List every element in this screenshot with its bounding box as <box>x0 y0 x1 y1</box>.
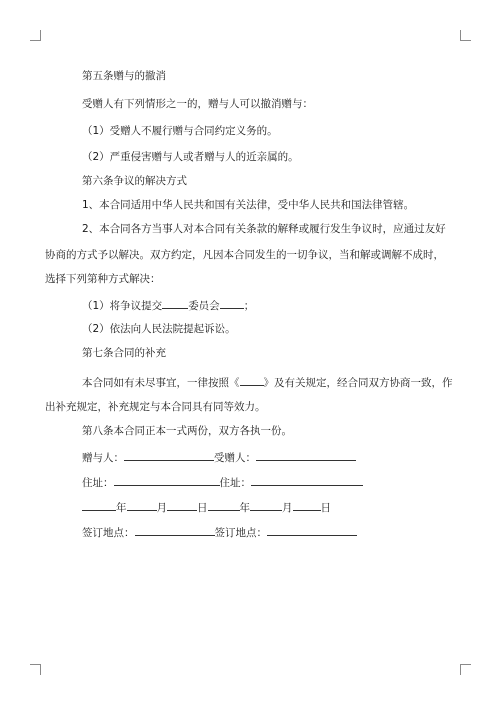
article-6-clause-2-line-1: 2、本合同各方当事人对本合同有关条款的解释或履行发生争议时，应通过友好 <box>82 223 446 235</box>
year-label-1: 年 <box>116 502 127 514</box>
crop-mark-bottom-left <box>30 664 41 675</box>
article-6-option-1 <box>82 297 254 313</box>
crop-mark-top-right <box>460 30 471 41</box>
article-6-clause-1: 1、本合同适用中华人民共和国有关法律，受中华人民共和国法律管辖。 <box>82 199 415 211</box>
donee-month-blank[interactable] <box>250 499 282 511</box>
article-6-heading: 第六条争议的解决方式 <box>82 175 187 187</box>
day-label-1: 日 <box>197 502 208 514</box>
signature-row-place <box>82 524 357 540</box>
donor-blank[interactable] <box>124 449 214 461</box>
article-7-text-b: 》及有关规定，经合同双方协商一致，作 <box>263 377 453 389</box>
donee-blank[interactable] <box>256 449 356 461</box>
article-7-line-1 <box>82 374 453 390</box>
donor-day-blank[interactable] <box>167 499 197 511</box>
signature-row-date <box>82 499 331 515</box>
option-1-text-a: （1）将争议提交 <box>82 300 163 312</box>
month-label-1: 月 <box>156 502 167 514</box>
article-6-option-2: （2）依法向人民法院提起诉讼。 <box>82 323 236 335</box>
donor-address-label: 住址： <box>82 477 114 489</box>
donor-label: 赠与人： <box>82 452 124 464</box>
article-6-clause-2-line-2: 协商的方式予以解决。双方约定，凡因本合同发生的一切争议，当和解或调解不成时， <box>45 249 444 261</box>
donee-year-blank[interactable] <box>208 499 240 511</box>
donor-place-blank[interactable] <box>135 524 215 536</box>
signature-row-parties <box>82 449 356 465</box>
donee-label: 受赠人： <box>214 452 256 464</box>
donor-month-blank[interactable] <box>127 499 157 511</box>
donee-address-blank[interactable] <box>251 474 363 486</box>
donor-year-blank[interactable] <box>82 499 116 511</box>
crop-mark-top-left <box>30 30 41 41</box>
donee-day-blank[interactable] <box>293 499 321 511</box>
crop-mark-bottom-right <box>460 664 471 675</box>
donor-place-label: 签订地点： <box>82 527 135 539</box>
article-5-item-2: （2）严重侵害赠与人或者赠与人的近亲属的。 <box>82 151 299 163</box>
donee-address-label: 住址： <box>219 477 251 489</box>
donee-place-blank[interactable] <box>267 524 357 536</box>
signature-row-address <box>82 474 363 490</box>
article-5-heading: 第五条赠与的撤消 <box>82 70 166 82</box>
option-1-text-b: 委员会 <box>188 300 220 312</box>
donor-address-blank[interactable] <box>114 474 220 486</box>
article-5-item-1: （1）受赠人不履行赠与合同约定义务的。 <box>82 125 278 137</box>
article-5-intro: 受赠人有下列情形之一的，赠与人可以撤消赠与： <box>82 98 313 110</box>
article-6-clause-2-line-3: 选择下列第种方式解决： <box>45 273 161 285</box>
year-label-2: 年 <box>239 502 250 514</box>
day-label-2: 日 <box>320 502 331 514</box>
month-label-2: 月 <box>282 502 293 514</box>
article-8-text: 第八条本合同正本一式两份，双方各执一份。 <box>82 425 292 437</box>
committee-blank-2[interactable] <box>220 297 244 309</box>
donee-place-label: 签订地点： <box>214 527 267 539</box>
article-7-heading: 第七条合同的补充 <box>82 347 166 359</box>
option-1-text-c: ； <box>243 300 255 312</box>
committee-blank-1[interactable] <box>162 297 188 309</box>
regulation-blank[interactable] <box>240 374 264 386</box>
article-7-line-2: 出补充规定，补充规定与本合同具有同等效力。 <box>45 401 266 413</box>
article-7-text-a: 本合同如有未尽事宜，一律按照《 <box>82 377 240 389</box>
